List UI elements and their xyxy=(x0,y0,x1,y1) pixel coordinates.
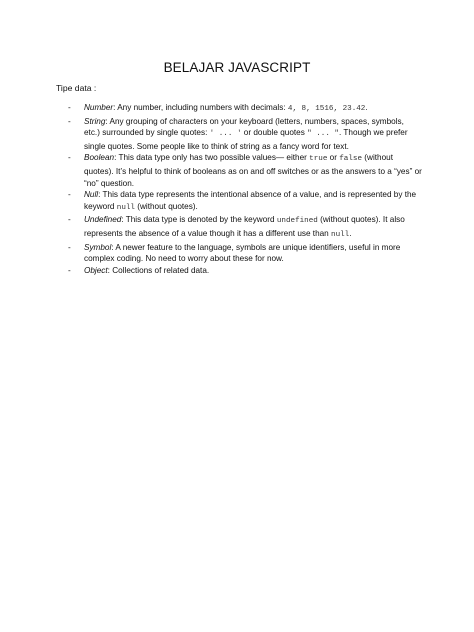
desc-null-1: : This data type represents the intentional absence of a value, and is represented by the keyword xyxy=(84,190,417,211)
code-false: false xyxy=(339,155,363,164)
list-bullet: - xyxy=(68,215,71,225)
list-bullet: - xyxy=(68,116,71,126)
list-bullet: - xyxy=(68,242,71,252)
list-bullet: - xyxy=(68,153,71,163)
desc-string-1: : Any grouping of characters on your keyboard (letters, numbers, spaces, symbols, etc.) surrounded by single quotes: xyxy=(84,116,404,138)
desc-undefined-3: . xyxy=(349,228,352,238)
term-null: Null xyxy=(84,190,99,200)
desc-boolean-2: or xyxy=(327,153,340,163)
desc-string-3: . Though we prefer single quotes. Some people like to think of string as a fancy word for text. xyxy=(84,128,408,151)
term-string: String xyxy=(84,116,106,126)
list-item-null xyxy=(68,189,422,214)
code-double-quotes: " ... " xyxy=(307,130,339,139)
list-item-number xyxy=(68,102,422,116)
code-single-quotes: ' ... ' xyxy=(209,130,242,139)
term-undefined: Undefined xyxy=(84,215,122,225)
term-boolean: Boolean xyxy=(84,153,115,163)
desc-object-1: : Collections of related data. xyxy=(107,265,210,275)
code-number-examples: 4, 8, 1516, 23.42 xyxy=(287,105,366,113)
desc-undefined-1: : This data type is denoted by the keyword xyxy=(121,215,277,225)
desc-symbol-1: : A newer feature to the language, symbols are unique identifiers, useful in more complex coding. No need to worry about these for now. xyxy=(84,242,401,264)
code-true: true xyxy=(309,155,328,164)
desc-number-1: : Any number, including numbers with decimals: xyxy=(113,103,288,112)
code-undefined: undefined xyxy=(276,217,318,226)
term-object: Object xyxy=(84,265,108,275)
list-item-string xyxy=(68,116,422,153)
list-bullet: - xyxy=(68,103,71,112)
desc-boolean-3: (without quotes). It’s helpful to think of booleans as on and off switches or as the answers to a “yes” or “no” question. xyxy=(84,153,422,188)
desc-number-2: . xyxy=(365,103,368,112)
desc-null-2: (without quotes). xyxy=(135,201,198,211)
code-null-ref: null xyxy=(331,230,350,239)
page-title: BELAJAR JAVASCRIPT xyxy=(163,60,311,75)
term-number: Number xyxy=(84,103,114,112)
section-subtitle: Tipe data : xyxy=(56,83,97,93)
list-bullet: - xyxy=(68,265,71,275)
desc-undefined-2: (without quotes). It also represents the absence of a value though it has a different use than xyxy=(84,215,405,238)
data-type-list xyxy=(68,102,422,276)
list-item-symbol xyxy=(68,242,422,265)
term-symbol: Symbol xyxy=(84,242,112,252)
code-null: null xyxy=(116,203,135,212)
list-item-object xyxy=(68,265,422,277)
desc-string-2: or double quotes xyxy=(241,128,308,138)
list-bullet: - xyxy=(68,190,71,200)
list-item-boolean xyxy=(68,152,422,189)
desc-boolean-1: : This data type only has two possible values— either xyxy=(114,153,310,163)
list-item-undefined xyxy=(68,214,422,241)
